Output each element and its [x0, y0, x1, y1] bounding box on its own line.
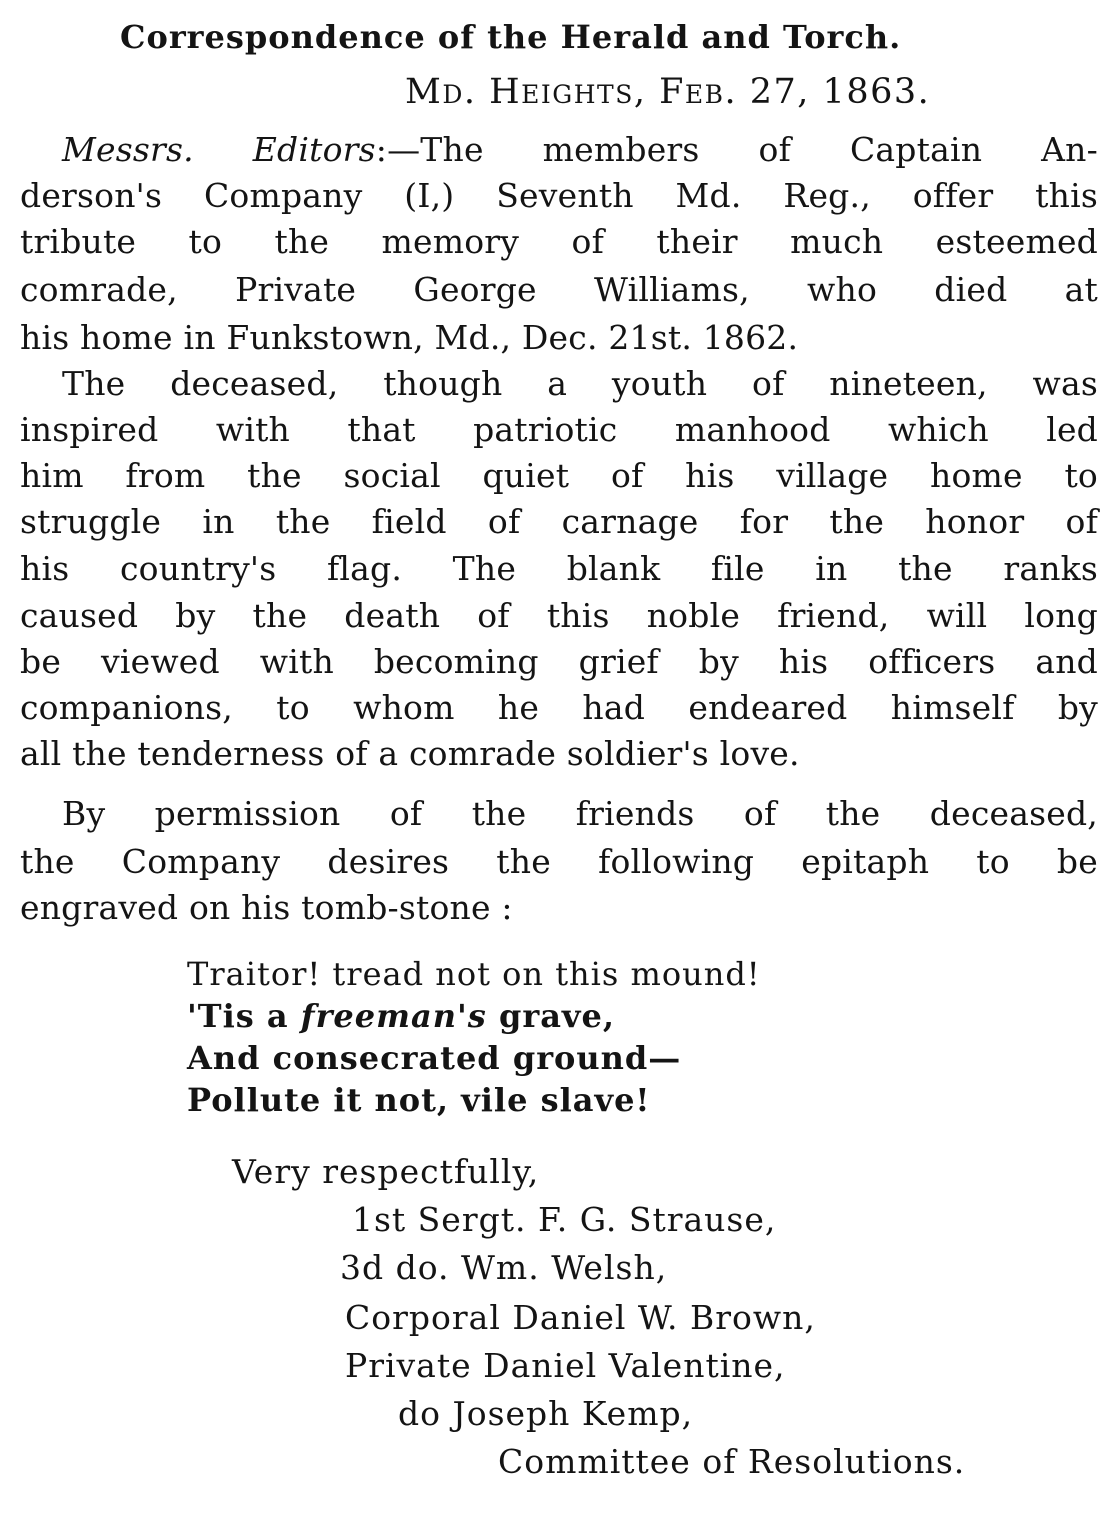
epitaph-line-4: Pollute it not, vile slave!: [187, 1081, 651, 1119]
paragraph-3-line-2: the Company desires the following epitaph to be: [20, 842, 1098, 881]
paragraph-1-line-4: comrade, Private George Williams, who died at: [20, 270, 1098, 309]
column-heading: Correspondence of the Herald and Torch.: [120, 18, 902, 56]
dateline: Md. Heights, Feb. 27, 1863.: [405, 72, 931, 112]
paragraph-2-line-8: companions, to whom he had endeared himself by: [20, 688, 1098, 727]
paragraph-3-line-1: By permission of the friends of the deceased,: [62, 794, 1098, 833]
committee-label: Committee of Resolutions.: [498, 1442, 966, 1481]
closing-salutation: Very respectfully,: [232, 1152, 540, 1191]
signature-strause: 1st Sergt. F. G. Strause,: [352, 1200, 777, 1239]
salutation: Messrs. Editors: [62, 130, 376, 169]
paragraph-2-line-7: be viewed with becoming grief by his officers and: [20, 642, 1098, 681]
signature-brown: Corporal Daniel W. Brown,: [345, 1298, 816, 1337]
epitaph-line-2: 'Tis a freeman's grave,: [187, 997, 616, 1035]
paragraph-2-line-2: inspired with that patriotic manhood which led: [20, 410, 1098, 449]
paragraph-1-line-2: derson's Company (I,) Seventh Md. Reg., offer this: [20, 176, 1098, 215]
salutation-continuation: :—The members of Captain An-: [375, 130, 1098, 169]
paragraph-1-line-3: tribute to the memory of their much esteemed: [20, 222, 1098, 261]
paragraph-2-line-6: caused by the death of this noble friend, will long: [20, 596, 1098, 635]
signature-kemp: do Joseph Kemp,: [398, 1394, 694, 1433]
paragraph-1-line-1: [62, 128, 1098, 172]
paragraph-2-line-3: him from the social quiet of his village home to: [20, 456, 1098, 495]
paragraph-3-line-3: engraved on his tomb-stone :: [20, 888, 513, 927]
paragraph-1-line-5: his home in Funkstown, Md., Dec. 21st. 1862.: [20, 318, 799, 357]
signature-valentine: Private Daniel Valentine,: [345, 1346, 786, 1385]
freemans-emphasis: freeman's: [300, 997, 487, 1035]
signature-welsh: 3d do. Wm. Welsh,: [340, 1248, 668, 1287]
epitaph-line-3: And consecrated ground—: [187, 1039, 682, 1077]
paragraph-2-line-1: The deceased, though a youth of nineteen, was: [62, 364, 1098, 403]
paragraph-2-line-4: struggle in the field of carnage for the honor of: [20, 502, 1098, 541]
paragraph-2-line-5: his country's flag. The blank file in the ranks: [20, 549, 1098, 588]
epitaph-line-1: Traitor! tread not on this mound!: [187, 955, 761, 993]
paragraph-2-line-9: all the tenderness of a comrade soldier's love.: [20, 734, 800, 773]
